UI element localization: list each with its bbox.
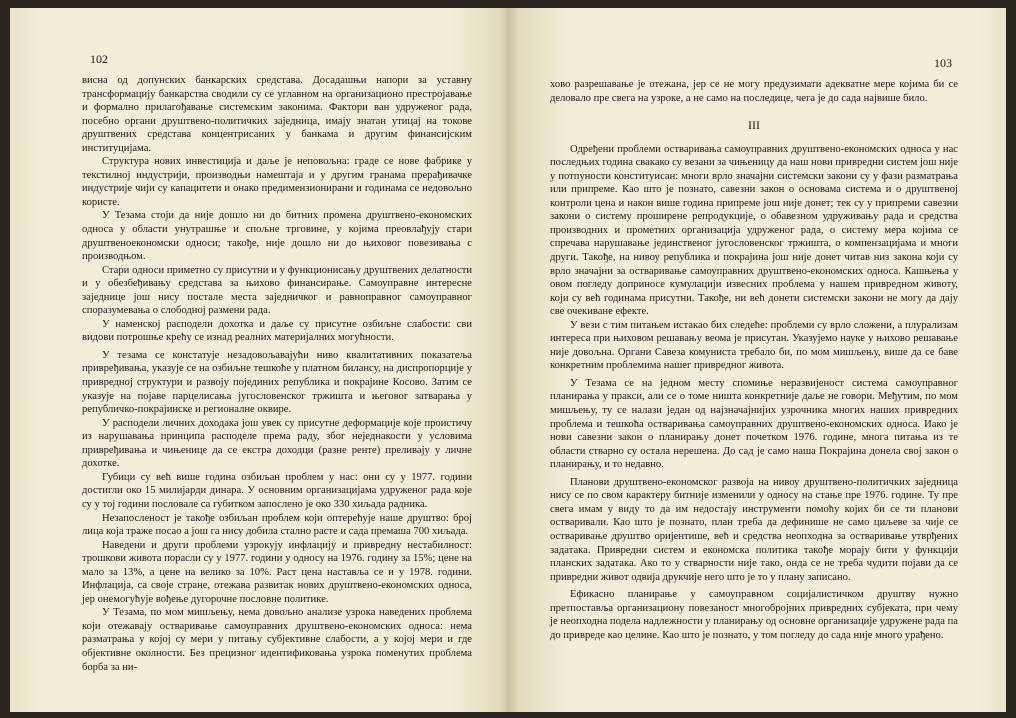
section-heading: III [748,118,760,133]
paragraph: У тезама се констатује незадовољавајући ниво квалитативних показатеља привређивања, указује се на озбиљне тешкоће у платном билансу, на диспропорције у привредној структури и развоју појединих република и покрајине Косово. Затим се указује на појаве парцелисања југословенског тржишта и његовог затварања у републичко-покрајинске и регионалне оквире. [82,349,472,416]
paragraph: Губици су већ више година озбиљан проблем у нас: они су у 1977. години достигли око 15 милијарди динара. У основним организацијама удруженог рада које су у тој години пословале са губитком запослено је око 330 хиљада радника. [82,471,472,510]
paragraph: хово разрешавање је отежана, јер се не могу предузимати адекватне мере којима би се деловало пре свега на узроке, а не само на последице, чега је до сада највише било. [550,79,958,104]
paragraph: У вези с тим питањем истакао бих следеће: проблеми су врло сложени, а плурализам интереса при њиховом решавању веома је присутан. Указујемо науке у њихово решавање није довољна. Органи Савеза комуниста требало би, по мом мишљењу, више да се баве конкретним проблемима нашег привредног живота. [550,319,958,372]
paragraph: Одређени проблеми остваривања самоуправних друштвено-економских односа у нас последњих година свакако су везани за чињеницу да наш нови привредни систем још није у потпуности конституисан: многи врло значајни системски закони су у фази разматрања или припреме. Као што је познато, савезни закон о основама система и о друштвеној контроли цена и након више година припреме још није донет; тек су у припреми савезни закони о систему проширене репродукције, о обавезном удруживању рада и средства производних и прометних организација удруженог рада, о систему мера којима се спречава нарушавање јединственог југословенског тржишта, о компензацијама и многи други. Такође, на нивоу република и покрајина још није донет читав низ закона који су врло значајни за остваривање самоуправних друштвено-економских односа. Кашњења у овом погледу доприносе кумулацији извесних проблема у нашем привредном животу, који су већ годинама присутни. Такође, ни већ донети системски закони не могу да дају све очекиване ефекте. [550,143,958,318]
paragraph: Незапосленост је такође озбиљан проблем који оптерећује наше друштво: број лица која траже посао а још га нису добила стално расте и сада премаша 700 хиљада. [82,512,472,538]
right-page [508,8,1006,712]
paragraph: У Тезама стоји да није дошло ни до битних промена друштвено-економских односа у области унутрашње и спољне трговине, у којима преовлађују стари друштвеноекономски односи; такође, није дошло ни до њиховог повезивања с производњом. [82,210,472,263]
left-page [10,8,508,712]
paragraph: У Тезама, по мом мишљењу, нема довољно анализе узрока наведених проблема који отежавају остваривање самоуправних друштвено-економских односа: нема разматрања у којој су мери у питању субјективне слабости, а у којој мери и где објективне околности. Без прецизног идентификовања узрока поменутих проблема борба за ни- [82,607,472,673]
paragraph: Наведени и други проблеми узрокују инфлацију и привредну нестабилност: трошкови живота порасли су у 1977. години у односу на 1976. годину за 15%; цене на мало за 13%, а цене на велико за 10%. Раст цена наставља се и у 1978. години. Инфлација, са своје стране, отежава развитак нових друштвено-економских односа, јер онемогућује вођење дугорочне пословне политике. [82,539,472,605]
paragraph: У расподели личних доходака још увек су присутне деформације које проистичу из нарушавања принципа расподеле према раду, због неједнакости у условима привређивања и чињенице да се екстра доходци (разне ренте) преливају у личне дохотке. [82,417,472,470]
paragraph: Планови друштвено-економског развоја на нивоу друштвено-политичких заједница нису се по свом карактеру битније изменили у односу на стање пре 1976. године. Ту пре свега имам у виду то да им недостају инструменти помоћу којих би се ти планови остваривали. Као што је познато, план треба да дефинише не само циљеве за чије се остваривање друштво оријентише, већ и средства неопходна за остваривање утврђених задатака. Привредни систем и економска политика такође морају бити у функцији планских задатака. Ако то у стварности није тако, онда се не треба чудити појави да се привредни живот одвија друкчије него што је то у плану записано. [550,476,958,583]
paragraph: У Тезама се на једном месту спомиње неразвијеност система самоуправног планирања у пракси, али се о томе ништа конкретније даље не говори. Међутим, по мом мишљењу, ту се налази један од најзначајнијих узрочника многих наших привредних проблема и тешкоћа остваривања самоуправних друштвено-економских односа. Иако је нови савезни закон о планирању донет почетком 1976. године, многа питања из те области стварно су остала нерешена. До сад је само наша Покрајина донела свој закон о планирању, и то недавно. [550,377,958,471]
right-page-text [550,78,958,642]
book-spread [10,8,1006,712]
paragraph: висна од допунских банкарских средстава. Досадашњи напори за уставну трансформацију банкарства сводили су се углавном на организационо престројавање и формално прилагођавање системским законима. Фактори ван удруженог рада, посебно органи друштвено-политичких заједница, имају знатан утицај на токове друштвених средстава концентрисаних у банкама и другим финансијским институцијама. [82,75,472,154]
paragraph: Ефикасно планирање у самоуправном социјалистичком друштву нужно претпоставља организациону повезаност многобројних привредних субјеката, при чему је неопходна подела надлежности у планирању од основне организације удружене рада па до привреде као целине. Као што је познато, у том погледу до сада није много урађено. [550,589,958,641]
paragraph: Структура нових инвестиција и даље је неповољна: граде се нове фабрике у текстилној индустрији, производњи намештаја и у другим гранама прерађивачке индустрије чији су капацитети и онако предимензионирани и годинама се недовољно користе. [82,156,472,208]
page-number-right: 103 [934,56,952,70]
paragraph: Стари односи приметно су присутни и у функционисању друштвених делатности и у обезбеђивању средстава за њихово финансирање. Самоуправне интересне заједнице још нису постале места заједничког и равноправног самоуправног споразумевања о слободној размени рада. [82,264,472,317]
page-number-left: 102 [90,52,108,66]
left-page-text [82,74,472,674]
paragraph: У наменској расподели дохотка и даље су присутне озбиљне слабости: сви видови потрошње крећу се изнад реалних материјалних могућности. [82,318,472,344]
